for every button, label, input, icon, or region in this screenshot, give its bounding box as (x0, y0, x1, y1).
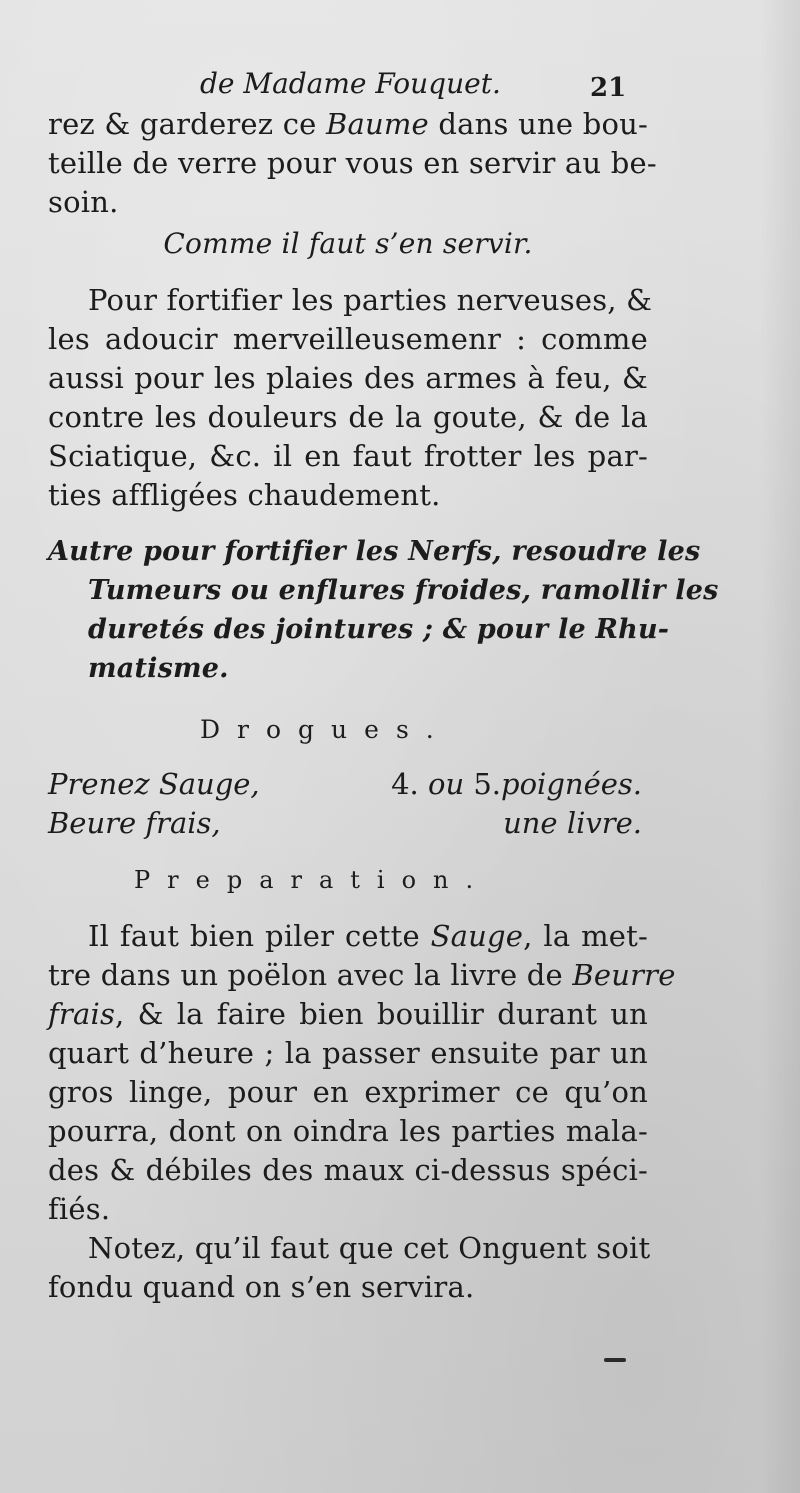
text-line: Notez, qu’il faut que cet Onguent soit (88, 1231, 651, 1265)
quantity-unit: poignées. (501, 767, 642, 801)
ingredient-row (48, 805, 642, 841)
recipe-title-line: duretés des jointures ; & pour le Rhu- (88, 614, 670, 645)
ingredient-name: Prenez Sauge, (48, 767, 260, 801)
text-segment: Il faut bien piler cette (88, 919, 431, 953)
recipe-title-line: matisme. (88, 653, 229, 684)
text-segment: , & la faire bien bouillir durant un (115, 997, 648, 1031)
drogues-heading: Drogues. (200, 715, 451, 744)
italic-term: Sauge (430, 919, 524, 953)
recipe-title-line: Autre pour fortifier les Nerfs, resoudre les (48, 536, 701, 567)
text-line: des & débiles des maux ci-dessus spéci- (48, 1153, 648, 1187)
text-segment: , la met- (523, 919, 648, 953)
text-line (48, 106, 648, 142)
quantity-text: ou (418, 767, 474, 801)
running-head: de Madame Fouquet. (200, 67, 501, 100)
text-line: gros linge, pour en exprimer ce qu’on (48, 1075, 648, 1109)
italic-term: Baume (325, 107, 429, 141)
text-line: contre les douleurs de la goute, & de la (48, 400, 648, 434)
page-number: 21 (590, 73, 627, 103)
italic-term: Beurre (572, 958, 676, 992)
text-line (88, 918, 648, 954)
text-line: aussi pour les plaies des armes à feu, & (48, 361, 648, 395)
text-segment: tre dans un poëlon avec la livre de (48, 958, 573, 992)
text-segment: rez & garderez ce (48, 107, 326, 141)
text-segment: dans une bou- (428, 107, 648, 141)
ink-mark (604, 1358, 626, 1362)
text-line: pourra, dont on oindra les parties mala- (48, 1114, 648, 1148)
recipe-title-line: Tumeurs ou enflures froides, ramollir les (88, 575, 719, 606)
text-line: Sciatique, &c. il en faut frotter les par- (48, 439, 648, 473)
ingredient-quantity (391, 766, 642, 802)
text-line: teille de verre pour vous en servir au be- (48, 146, 657, 180)
preparation-heading: Preparation. (134, 866, 491, 894)
quantity-number: 4. (391, 767, 419, 801)
text-line: ties affligées chaudement. (48, 478, 441, 512)
text-line: Pour fortifier les parties nerveuses, & (88, 283, 653, 317)
text-line: quart d’heure ; la passer ensuite par un (48, 1036, 648, 1070)
italic-term: frais (48, 997, 116, 1031)
quantity-number: 5. (473, 767, 502, 801)
text-line: fiés. (48, 1192, 111, 1226)
ingredient-row (48, 766, 642, 802)
text-line: fondu quand on s’en servira. (48, 1270, 475, 1304)
text-line (48, 957, 676, 993)
section-heading: Comme il faut s’en servir. (163, 227, 533, 260)
text-line: les adoucir merveilleusemenr : comme (48, 322, 648, 356)
ingredient-name: Beure frais, (48, 806, 221, 840)
ingredient-quantity: une livre. (503, 806, 642, 840)
text-line (48, 996, 648, 1032)
text-line: soin. (48, 185, 119, 219)
